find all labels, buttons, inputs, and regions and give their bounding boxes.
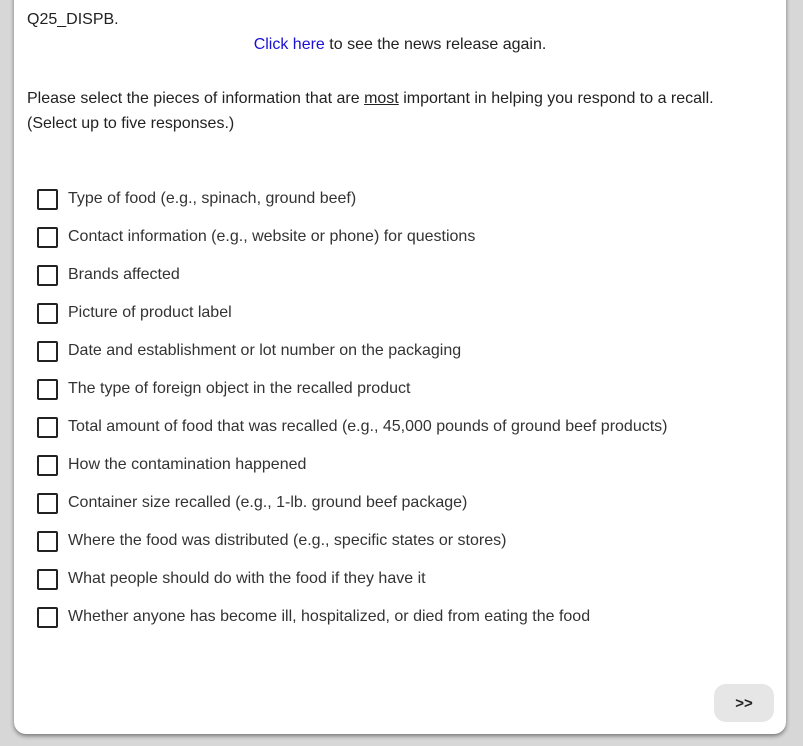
option-total-amount-recalled[interactable] [37, 417, 668, 455]
option-container-size[interactable] [37, 493, 668, 531]
option-label: Total amount of food that was recalled (e.g., 45,000 pounds of ground beef products) [68, 418, 668, 435]
checkbox[interactable] [37, 341, 58, 362]
option-what-to-do[interactable] [37, 569, 668, 607]
question-instruction: (Select up to five responses.) [27, 115, 235, 132]
prompt-emphasis: most [364, 90, 399, 107]
option-picture-of-label[interactable] [37, 303, 668, 341]
prompt-prefix: Please select the pieces of information that are [27, 90, 365, 107]
news-release-line [14, 36, 786, 54]
news-release-text: to see the news release again. [324, 36, 547, 53]
news-release-link[interactable]: Click here [253, 36, 325, 53]
option-label: The type of foreign object in the recalled product [68, 380, 411, 397]
option-brands-affected[interactable] [37, 265, 668, 303]
option-label: Contact information (e.g., website or phone) for questions [68, 228, 476, 245]
checkbox[interactable] [37, 569, 58, 590]
option-label: Date and establishment or lot number on the packaging [68, 342, 462, 359]
option-distribution-locations[interactable] [37, 531, 668, 569]
checkbox[interactable] [37, 531, 58, 552]
checkbox[interactable] [37, 379, 58, 400]
question-prompt [27, 86, 777, 111]
option-label: Where the food was distributed (e.g., specific states or stores) [68, 532, 507, 549]
checkbox[interactable] [37, 493, 58, 514]
option-label: Picture of product label [68, 304, 232, 321]
option-label: Brands affected [68, 266, 180, 283]
question-text [27, 86, 777, 136]
checkbox[interactable] [37, 227, 58, 248]
checkbox[interactable] [37, 303, 58, 324]
option-illness-reports[interactable] [37, 607, 668, 645]
option-how-contamination-happened[interactable] [37, 455, 668, 493]
option-label: What people should do with the food if they have it [68, 570, 426, 587]
checkbox[interactable] [37, 417, 58, 438]
option-label: Container size recalled (e.g., 1-lb. ground beef package) [68, 494, 468, 511]
option-foreign-object-type[interactable] [37, 379, 668, 417]
answer-options [37, 189, 668, 645]
option-label: Whether anyone has become ill, hospitalized, or died from eating the food [68, 608, 591, 625]
option-contact-information[interactable] [37, 227, 668, 265]
option-label: Type of food (e.g., spinach, ground beef) [68, 190, 357, 207]
checkbox[interactable] [37, 265, 58, 286]
checkbox[interactable] [37, 455, 58, 476]
question-id: Q25_DISPB. [27, 11, 119, 28]
option-type-of-food[interactable] [37, 189, 668, 227]
checkbox[interactable] [37, 189, 58, 210]
checkbox[interactable] [37, 607, 58, 628]
option-date-and-lot-number[interactable] [37, 341, 668, 379]
option-label: How the contamination happened [68, 456, 307, 473]
next-button[interactable]: >> [714, 684, 774, 722]
survey-card [14, 0, 786, 734]
prompt-suffix: important in helping you respond to a recall. [398, 90, 714, 107]
